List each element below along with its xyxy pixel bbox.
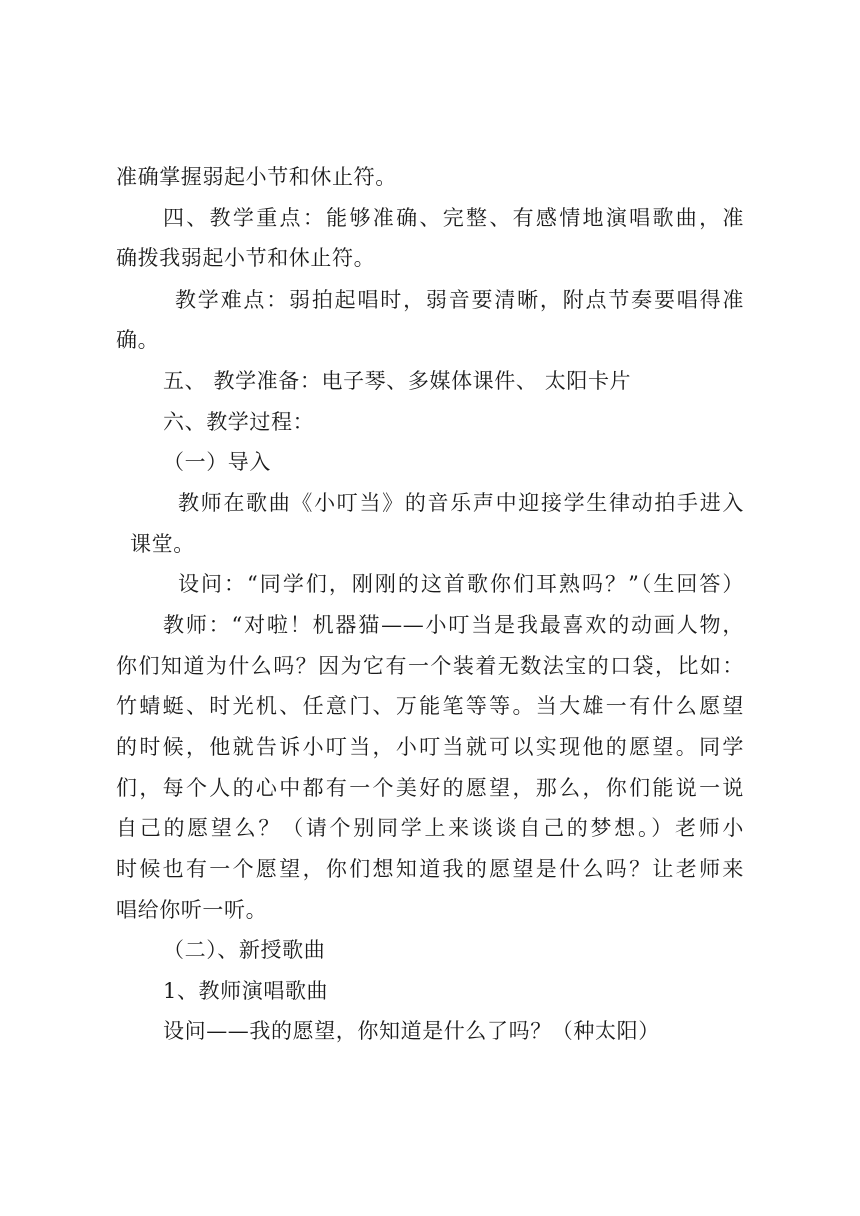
paragraph-line-11: 设问：“同学们，刚刚的这首歌你们耳熟吗？”（生回答） [178,572,744,596]
paragraph-line-13: 你们知道为什么吗？因为它有一个装着无数法宝的口袋，比如： [116,654,744,678]
paragraph-line-22: 设问——我的愿望，你知道是什么了吗？（种太阳） [163,1019,660,1043]
paragraph-line-1: 准确掌握弱起小节和休止符。 [116,165,397,189]
paragraph-line-21: 1、教师演唱歌曲 [163,979,329,1003]
paragraph-line-4: 教学难点：弱拍起唱时，弱音要清晰，附点节奏要唱得准 [175,288,744,312]
paragraph-line-7: 六、教学过程： [163,410,315,434]
paragraph-line-5: 确。 [116,328,160,352]
paragraph-line-12: 教师：“对啦！机器猫——小叮当是我最喜欢的动画人物， [163,613,744,637]
paragraph-line-6: 五、 教学准备：电子琴、多媒体课件、 太阳卡片 [163,369,632,393]
paragraph-line-2: 四、教学重点：能够准确、完整、有感情地演唱歌曲，准 [163,206,744,230]
paragraph-line-18: 时候也有一个愿望，你们想知道我的愿望是什么吗？让老师来 [116,857,744,881]
paragraph-line-15: 的时候，他就告诉小叮当，小叮当就可以实现他的愿望。同学 [116,735,744,759]
paragraph-line-17: 自己的愿望么？（请个别同学上来谈谈自己的梦想。）老师小 [116,816,744,840]
paragraph-line-16: 们，每个人的心中都有一个美好的愿望，那么，你们能说一说 [116,776,744,800]
paragraph-line-3: 确拨我弱起小节和休止符。 [116,246,376,270]
paragraph-line-20: （二）、新授歌曲 [163,938,326,962]
paragraph-line-14: 竹蜻蜓、时光机、任意门、万能笔等等。当大雄一有什么愿望 [116,694,744,718]
paragraph-line-10: 课堂。 [130,532,195,556]
paragraph-line-19: 唱给你听一听。 [116,898,268,922]
paragraph-line-8: （一）导入 [163,450,271,474]
paragraph-line-9: 教师在歌曲《小叮当》的音乐声中迎接学生律动拍手进入 [178,491,744,515]
